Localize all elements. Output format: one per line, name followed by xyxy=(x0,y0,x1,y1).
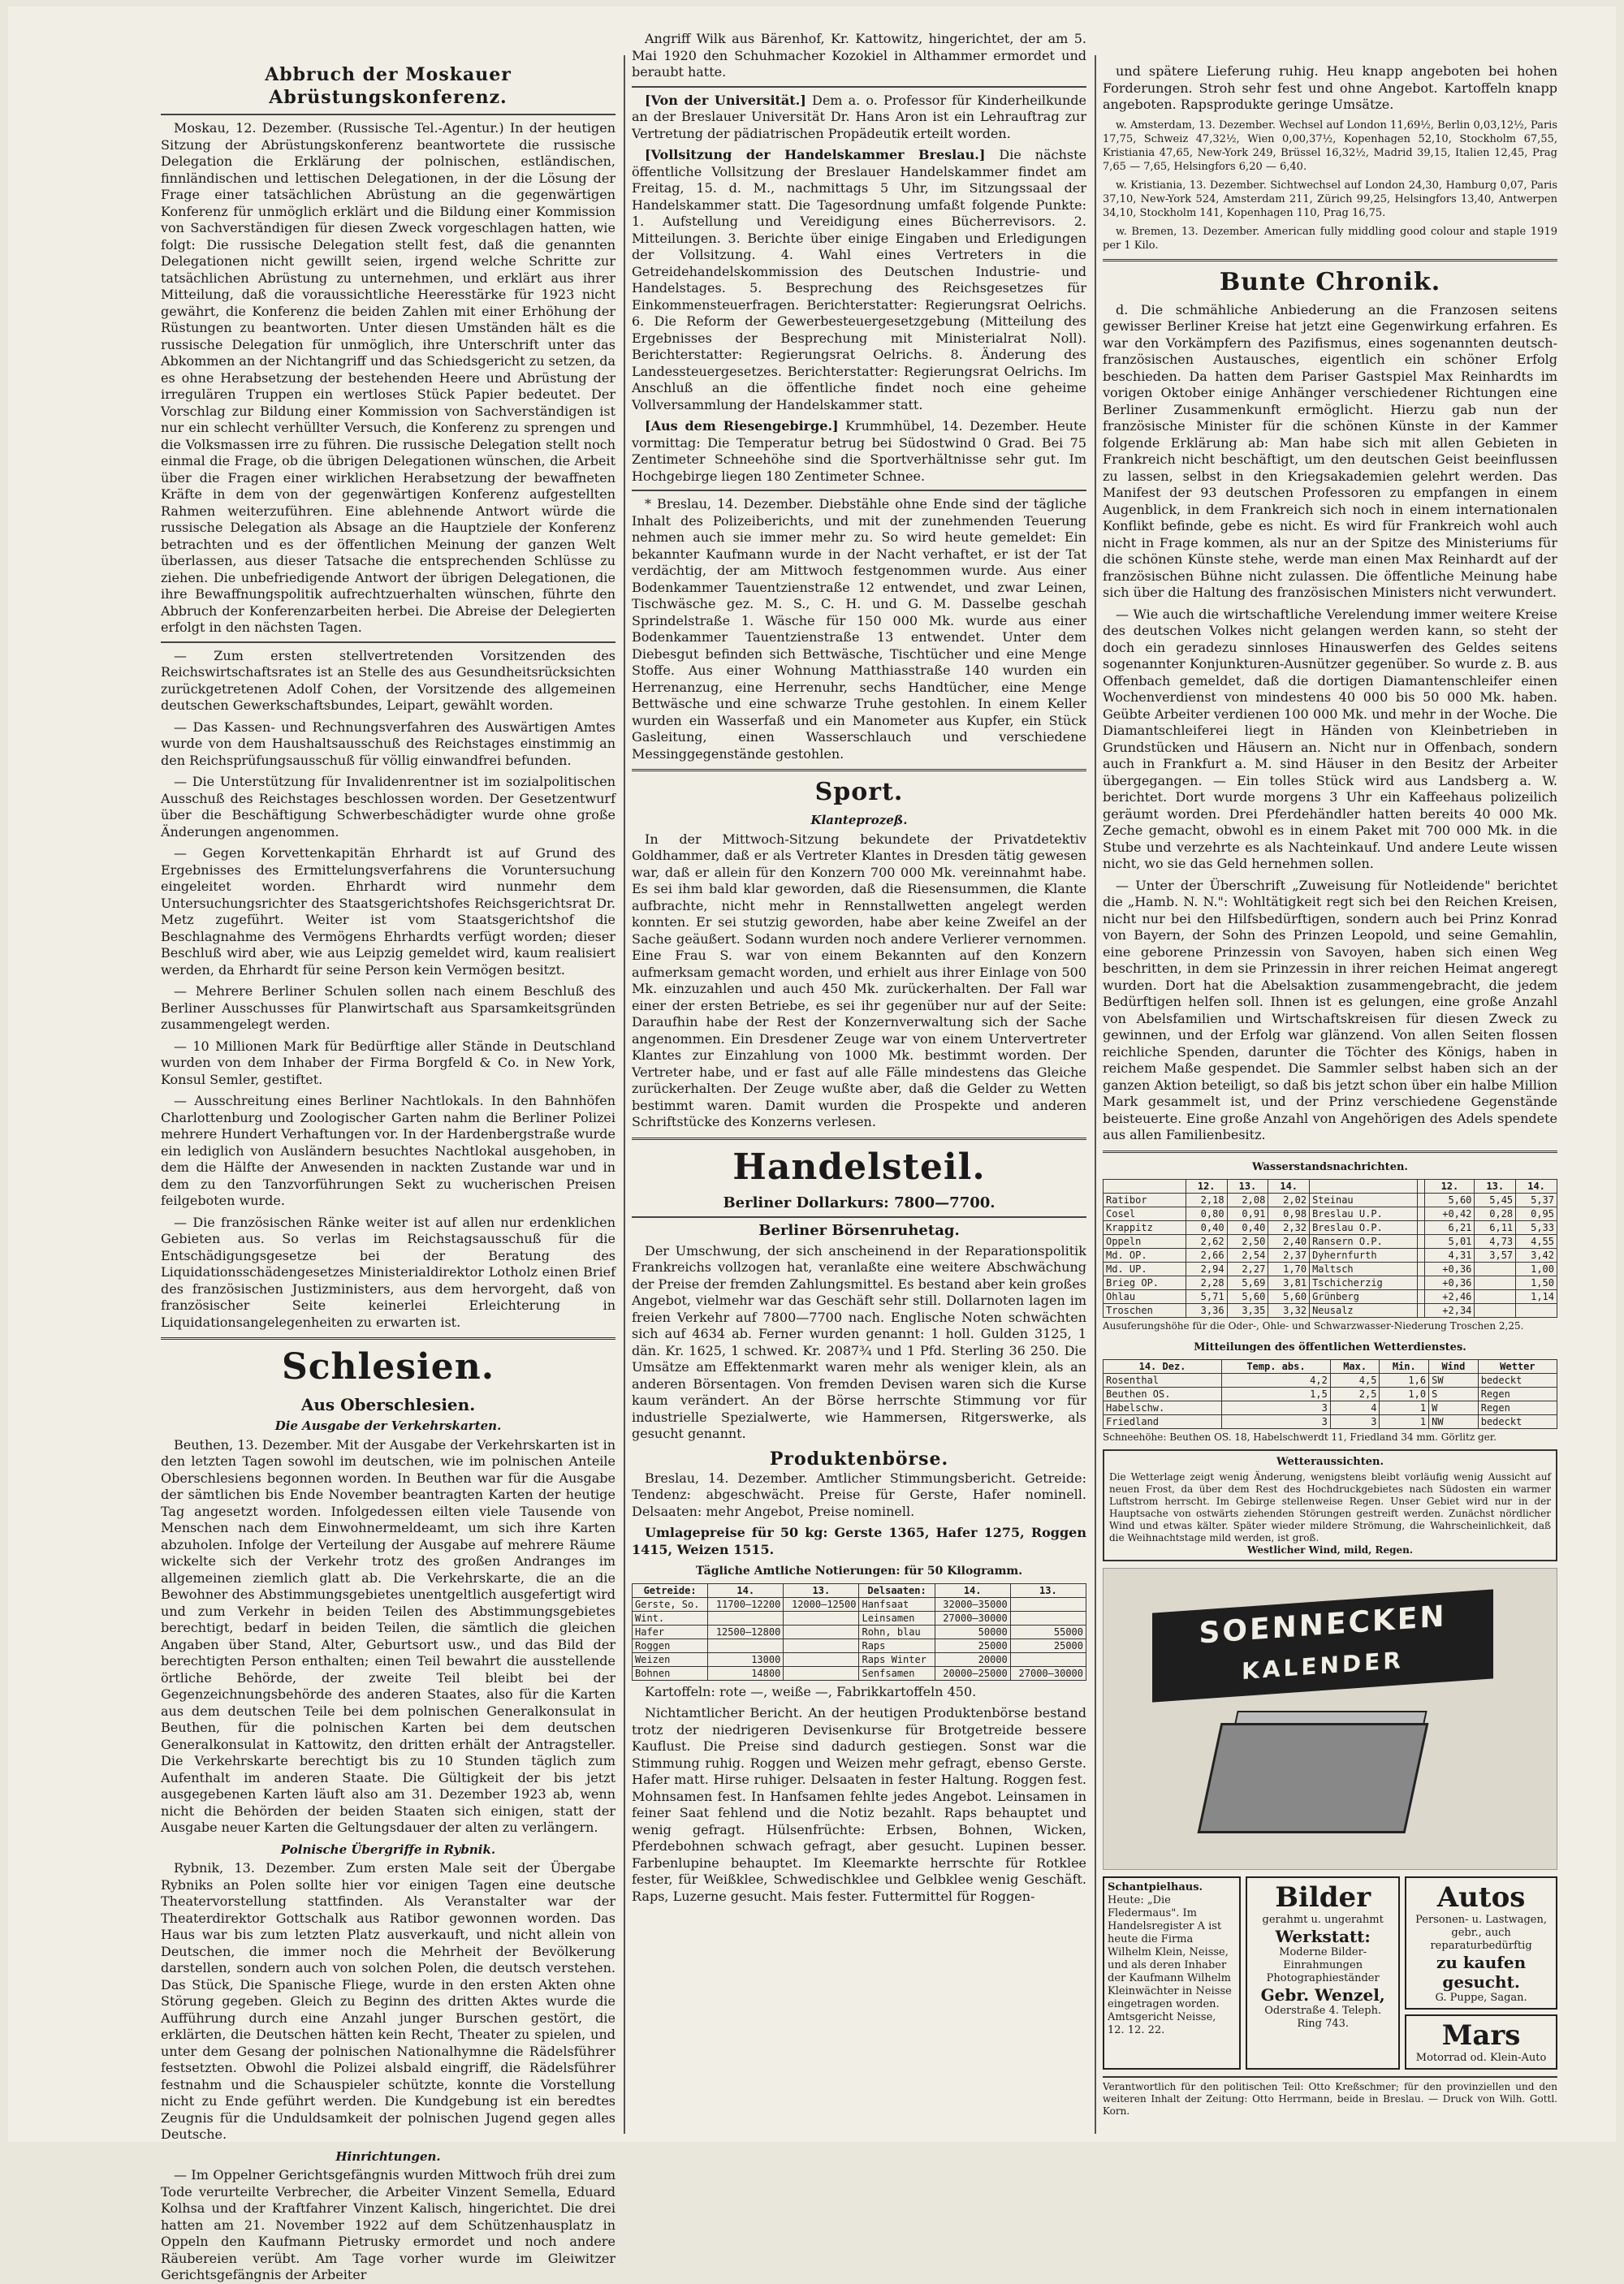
table-cell: Hanfsaat xyxy=(859,1597,935,1611)
table-title: Mitteilungen des öffentlichen Wetterdienstes. xyxy=(1194,1341,1466,1354)
article-title: Die Ausgabe der Verkehrskarten. xyxy=(274,1418,502,1433)
table-cell: 1,50 xyxy=(1516,1276,1557,1290)
item-text: Krummhübel, 14. Dezember. Heute vormittag: Die Temperatur betrug bei Südostwind 0 Grad. Bei 75 Zentimeter Schneehöhe sind die Sportverhältnisse sehr gut. Im Hochgebirge liegen 180 Zentimeter Schnee. xyxy=(632,418,1086,484)
table-cell: Rohn, blau xyxy=(859,1625,935,1639)
table-cell: Leinsamen xyxy=(859,1611,935,1625)
table-row xyxy=(1104,1388,1557,1401)
article-title: Hinrichtungen. xyxy=(335,2148,441,2164)
weather-table xyxy=(1103,1359,1557,1429)
table-cell: 25000 xyxy=(1010,1639,1086,1652)
table-cell: 4 xyxy=(1330,1401,1380,1415)
table-row xyxy=(1104,1290,1557,1304)
table-title: Wetteraussichten. xyxy=(1276,1455,1384,1468)
table-cell: NW xyxy=(1429,1415,1479,1429)
table-cell: 2,54 xyxy=(1227,1249,1268,1263)
table-cell: 1 xyxy=(1380,1415,1429,1429)
column-rule xyxy=(624,55,625,2134)
table-cell: 2,50 xyxy=(1227,1235,1268,1249)
article-moskau: Moskau, 12. Dezember. (Russische Tel.-Agentur.) In der heutigen Sitzung der Abrüstungskonferenz beantwortete die russische Delegation die Erklärung der polnischen, estländischen, finnländischen und lettischen Delegationen, in der die Lösung der Frage einer tatsächlichen Abrüstung an die gegenwärtigen Konferenz für unmöglich erklärt und die Bildung einer Kommission von Sachverständigen für diesen Zweck vorgeschlagen hatten, wie folgt: Die russische Delegation stellt fest, daß die genannten Delegationen nicht gewillt seien, irgend welche Schritte zur tatsächlichen Abrüstung zu unternehmen, und erklärt aus ihrer Mitteilung, daß die voraussichtliche Heeresstärke für 1923 nicht gewährt, die Konferenz die beiden Zahlen mit einer Erhöhung der Rüstungen zu beantworten. Unter diesen Umständen hält es die russische Delegation für unmöglich, ihre Unterschrift unter das Abkommen an der Nichtangriff und das Schiedsgericht zu setzen, da es ohne Herabsetzung der bestehenden Heere und Abrüstung der irregulären Truppen ein wertloses Stück Papier bedeutet. Der Vorschlag zur Bildung einer Kommission von Sachverständigen ist nur ein schlecht verhüllter Versuch, die Konferenz zu sprengen und die Volksmassen irre zu führen. Die russische Delegation stellt noch einmal die Frage, ob die übrigen Delegationen wünschen, die Arbeit über die Fragen einer wirklichen Herabsetzung der bewaffneten Kräfte in dem von der gegenwärtigen Konferenz aufgestellten Rahmen weiterzuführen. Eine ablehnende Antwort würde die russische Delegation als Absage an die Hauptziele der Konferenz betrachten und es der öffentlichen Meinung der ganzen Welt überlassen, aus dieser Tatsache die entsprechenden Schlüsse zu ziehen. Die unbefriedigende Antwort der übrigen Delegationen, die ihre Bewaffnungspolitik aufrechtzuerhalten wünschen, führte den Abbruch der Konferenzarbeiten herbei. Die Abreise der Delegierten erfolgt in den nächsten Tagen. xyxy=(161,120,615,635)
table-cell: Breslau U.P. xyxy=(1310,1207,1417,1221)
table-cell xyxy=(1475,1290,1516,1304)
item-text: Die nächste öffentliche Vollsitzung der Breslauer Handelskammer findet am Freitag, 15. d. M., nachmittags 5 Uhr, im Sitzungssaal der Handelskammer statt. Die Tagesordnung umfaßt folgende Punkte: 1. Aufstellung und Vereidigung eines Bücherrevisors. 2. Mitteilungen. 3. Berichte über einige Eingaben und Erledigungen der Vollsitzung. 4. Wahl eines Vertreters in die Getreidehandelskommission des Deutschen Industrie- und Handelstages. 5. Besprechung des Reichsgesetzes für Einkommensteuerfragen. Berichterstatter: Regierungsrat Oelrichs. 6. Die Reform der Gewerbesteuergesetzgebung (Mitteilung des Ergebnisses der Besprechung mit Ministerialrat Noll). Berichterstatter: Regierungsrat Oelrichs. 8. Änderung des Landessteuergesetzes. Berichterstatter: Regierungsrat Oelrichs. Im Anschluß an die öffentliche findet noch eine geheime Vollversammlung der Handelskammer statt. xyxy=(632,147,1087,412)
table-cell: 11700—12200 xyxy=(708,1597,784,1611)
snow-depth: Schneehöhe: Beuthen OS. 18, Habelschwerdt 11, Friedland 34 mm. Görlitz ger. xyxy=(1103,1431,1497,1443)
section-title-schlesien: Schlesien. xyxy=(281,1346,495,1388)
table-cell: 5,37 xyxy=(1516,1194,1557,1207)
table-footnote: Ausuferungshöhe für die Oder-, Ohle- und Schwarzwasser-Niederung Troschen 2,25. xyxy=(1103,1320,1524,1332)
table-cell: 4,5 xyxy=(1330,1374,1380,1388)
table-cell xyxy=(1516,1304,1557,1318)
table-row xyxy=(633,1611,1086,1625)
table-header-cell: Getreide: xyxy=(633,1583,708,1597)
table-cell xyxy=(1010,1597,1086,1611)
table-cell: Roggen xyxy=(633,1639,708,1652)
newspaper-page xyxy=(8,6,1616,2282)
table-cell: 50000 xyxy=(935,1625,1010,1639)
table-row xyxy=(1104,1263,1557,1276)
table-cell: 5,45 xyxy=(1475,1194,1516,1207)
table-cell: Bohnen xyxy=(633,1666,708,1680)
table-row xyxy=(633,1652,1086,1666)
ad-register: Schantpielhaus. Heute: „Die Fledermaus". Im Handelsregister A ist heute die Firma Wilhelm Klein, Neisse, und als deren Inhaber der Kaufmann Wilhelm Kleinwächter in Neisse eingetragen worden. Amtsgericht Neisse, 12. 12. 22. xyxy=(1103,1876,1241,2070)
article-nichtamtlich: Nichtamtlicher Bericht. An der heutigen Produktenbörse bestand trotz der niedrigeren Devisenkurse für Brotgetreide bessere Kauflust. Die Preise sind dadurch gestiegen. Sonst war die Stimmung ruhig. Roggen und Weizen mehr gefragt, ebenso Gerste. Hafer matt. Hirse ruhiger. Delsaaten in fester Haltung. Roggen fest. Mohnsamen fest. In Hanfsamen fehlte jedes Angebot. Leinsamen in feiner Saat fehlend und die Notiz bezahlt. Raps behauptet und wenig gefragt. Hülsenfrüchte: Erbsen, Bohnen, Wicken, Pferdebohnen schwach gefragt, aber gesucht. Lupinen besser. Farbenlupine behauptet. Im Kleemarkte herrschte für Rotklee fester, für Weißklee, Schwedischklee und Gelbklee wenig Geschäft. Raps, Luzerne gesucht. Mais fester. Futtermittel für Roggen- xyxy=(632,1705,1086,1904)
table-row xyxy=(1104,1207,1557,1221)
table-cell: 2,37 xyxy=(1268,1249,1310,1263)
chronik-item: d. Die schmähliche Anbiederung an die Franzosen seitens gewisser Berliner Kreise hat jetzt eine Gegenwirkung erfahren. Es war den Vorkämpfern des Pazifismus, eines sogenannten deutsch-französischen Austausches, eigentlich ein schöner Erfolg beschieden. Da hatten dem Pariser Gastspiel Max Reinhardts im vorigen Oktober einige Anhänger verschiedener Richtungen eine Berliner Zusammenkunft ermöglicht. Hierzu gab nun der französische Minister für die schönen Künste in der Kammer folgende Erklärung ab: Man habe sich mit allen Gebieten in Frankreich nicht beschäftigt, um den deutschen Geist beeinflussen zu lassen, selbst in den Kriegsakademien gelehrt werden. Das Manifest der 93 deutschen Professoren zu empfangen in einem Augenblick, in dem Frankreich sich noch in einem internationalen Konflikt befinde, gebe es nicht. Es wird für Frankreich wohl auch nicht in Frage kommen, als nur an der Spitze des Ministeriums für die schönen Künste stehe, werde man einen Max Reinhardt auf der französischen Bühne nicht zulassen. Die öffentliche Meinung habe sich über die Haltung des französischen Ministers nicht verwundert. xyxy=(1103,301,1557,600)
table-cell xyxy=(784,1639,859,1652)
table-cell: 1,0 xyxy=(1380,1388,1429,1401)
table-title: Wasserstandsnachrichten. xyxy=(1252,1160,1408,1173)
table-cell: 20000—25000 xyxy=(935,1666,1010,1680)
news-item: — Ausschreitung eines Berliner Nachtlokals. In den Bahnhöfen Charlottenburg und Zoologischer Garten nahm die Berliner Polizei mehrere Hundert Verhaftungen vor. In der Hardenbergstraße wurde ein lediglich von Ausländern besuchtes Nachtlokal ausgehoben, in dem die Hälfte der Anwesenden in nackten Zustande war und in dem zu den Tanzvorführungen Sekt zu wucherischen Preisen feilgeboten wurde. xyxy=(161,1093,615,1208)
table-header-cell: 14. xyxy=(935,1583,1010,1597)
table-row xyxy=(1104,1235,1557,1249)
calendar-illustration xyxy=(1198,1723,1429,1833)
table-cell: Neusalz xyxy=(1310,1304,1417,1318)
table-header-cell: Delsaaten: xyxy=(859,1583,935,1597)
table-header-cell xyxy=(1104,1180,1186,1194)
table-cell: 1,5 xyxy=(1222,1388,1331,1401)
table-cell: Troschen xyxy=(1104,1304,1186,1318)
column-2 xyxy=(632,31,1086,2097)
table-cell: 1,14 xyxy=(1516,1290,1557,1304)
table-cell: 12000—12500 xyxy=(784,1597,859,1611)
column-rule xyxy=(1095,55,1096,2134)
article-sport: In der Mittwoch-Sitzung bekundete der Privatdetektiv Goldhammer, daß er als Vertreter Klantes in Dresden tätig gewesen war, daß er allein für den Konzern 700 000 Mk. vereinnahmt habe. Es sei ihm bald klar geworden, daß die Riesensummen, die Klante aufbrachte, nicht mehr in Rennstallwetten angelegt werden konnten. Er sei stutzig geworden, habe aber keine Zweifel an der Sache geäußert. Sodann wurden noch andere Verlierer vernommen. Eine Frau S. war von einem Bekannten auf den Konzern aufmerksam gemacht worden, und erhielt aus ihrer Einlage von 500 Mk. einzuzahlen und auch 450 Mk. zurückerhalten. Der Fall war einer der ersten Betriebe, es sei ihr gegenüber nur auf der Seite: Daraufhin habe der Rest der Konzernverwaltung sich der Sache angenommen. Ein Dresdener Zeuge war von einem Untervertreter Klantes zur Einzahlung von 1000 Mk. bestimmt worden. Der Vertreter habe, und er fast auf alle Fälle mindestens das Gleiche zurückerhalten. Der Zeuge wußte aber, daß die Gelder zu Wetten bestimmt waren. Damit wurden die Prospekte und anderen Schriftstücke des Konzerns verlesen. xyxy=(632,831,1086,1129)
table-header-cell: Max. xyxy=(1330,1360,1380,1374)
imprint: Verantwortlich für den politischen Teil: Otto Kreßschmer; für den provinziellen und den weiteren Inhalt der Zeitung: Otto Herrmann, beide in Breslau. — Druck von Wilh. Gottl. Korn. xyxy=(1103,2076,1557,2118)
table-cell: Md. OP. xyxy=(1104,1249,1186,1263)
table-header-cell: 14. xyxy=(1516,1180,1557,1194)
table-row xyxy=(633,1639,1086,1652)
table-header-cell: 13. xyxy=(1475,1180,1516,1194)
table-cell: Ohlau xyxy=(1104,1290,1186,1304)
table-cell: 5,60 xyxy=(1227,1290,1268,1304)
table-cell: SW xyxy=(1429,1374,1479,1388)
table-row xyxy=(633,1625,1086,1639)
classified-ads xyxy=(1103,1876,1557,2070)
headline-moskau: Abbruch der Moskauer Abrüstungskonferenz. xyxy=(265,64,512,108)
exchange-bremen: w. Bremen, 13. Dezember. American fully middling good colour and staple 1919 per 1 Kilo. xyxy=(1103,225,1557,252)
table-cell: bedeckt xyxy=(1478,1415,1557,1429)
table-header-cell: Min. xyxy=(1380,1360,1429,1374)
table-cell: 5,69 xyxy=(1227,1276,1268,1290)
table-cell: Ransern O.P. xyxy=(1310,1235,1417,1249)
column-3 xyxy=(1103,63,1557,2130)
table-cell xyxy=(784,1666,859,1680)
table-header-cell: 13. xyxy=(1227,1180,1268,1194)
article-continued: Angriff Wilk aus Bärenhof, Kr. Kattowitz, hingerichtet, der am 5. Mai 1920 den Schuhmacher Kozokiel in Althammer ermordet und beraubt hatte. xyxy=(632,31,1086,80)
table-cell: Rosenthal xyxy=(1104,1374,1222,1388)
table-cell: +0,36 xyxy=(1425,1263,1475,1276)
table-cell: 3,35 xyxy=(1227,1304,1268,1318)
table-cell: 1,6 xyxy=(1380,1374,1429,1388)
table-cell: 0,28 xyxy=(1475,1207,1516,1221)
soennecken-logo: SOENNECKEN KALENDER xyxy=(1152,1589,1493,1702)
dollar-rate: Berliner Dollarkurs: 7800—7700. xyxy=(723,1194,996,1211)
table-cell: Beuthen OS. xyxy=(1104,1388,1222,1401)
chronik-item: — Wie auch die wirtschaftliche Verelendung immer weitere Kreise des deutschen Volkes nicht gelangen werden kann, so steht der doch ein geradezu sinnloses Hinauswerfen des Geldes seitens sogenannter Konjunkturen-Ausnützer gegenüber. So wurde z. B. aus Offenbach gemeldet, daß die dortigen Diamantenschleifer einen Wochenverdienst von mindestens 40 000 bis 50 000 Mk. haben. Geübte Arbeiter verdienen 100 000 Mk. und mehr in der Woche. Die Diamantschleiferei liegt in Händen von Kleinbetrieben in Grundstücken und Häusern an. Nicht nur in Offenbach, sondern auch in Frankfurt a. M. sind Häuser in den Besitz der Arbeiter übergegangen. — Ein tolles Stück wird aus Landsberg a. W. berichtet. Dort wurde morgens 3 Uhr ein Kaffeehaus polizeilich geräumt worden. Drei Pferdehändler hatten bereits 40 000 Mk. Zeche gemacht, obwohl es in einem Paket mit 700 000 Mk. in die Stube und verzehrte es als Nachteinkauf. Und andere Leute wissen nicht, wo sie das Geld hernehmen sollen. xyxy=(1103,606,1557,871)
section-title-handelsteil: Handelsteil. xyxy=(732,1146,986,1188)
table-cell: 1,00 xyxy=(1516,1263,1557,1276)
table-cell: +2,46 xyxy=(1425,1290,1475,1304)
table-cell: 3 xyxy=(1222,1401,1331,1415)
ad-bilder: Bilder gerahmt u. ungerahmt Werkstatt: Moderne Bilder- Einrahmungen Photographieständer Gebr. Wenzel, Oderstraße 4. Teleph. Ring 743. xyxy=(1246,1876,1400,2070)
table-cell: 5,60 xyxy=(1268,1290,1310,1304)
table-cell: 0,40 xyxy=(1186,1221,1227,1235)
table-cell: 5,33 xyxy=(1516,1221,1557,1235)
table-cell: 3,57 xyxy=(1475,1249,1516,1263)
table-cell xyxy=(784,1625,859,1639)
table-cell: Grünberg xyxy=(1310,1290,1417,1304)
article-title: Polnische Übergriffe in Rybnik. xyxy=(280,1841,496,1857)
table-header-cell: Wind xyxy=(1429,1360,1479,1374)
table-header-cell: 12. xyxy=(1186,1180,1227,1194)
table-cell: 3 xyxy=(1222,1415,1331,1429)
table-cell xyxy=(1475,1276,1516,1290)
article-continued: und spätere Lieferung ruhig. Heu knapp angeboten bei hohen Forderungen. Stroh sehr fest und ohne Angebot. Kartoffeln knapp angeboten. Rapsprodukte geringe Umsätze. xyxy=(1103,63,1557,112)
news-item: — Gegen Korvettenkapitän Ehrhardt ist auf Grund des Ergebnisses des Ermittelungsverfahrens die Voruntersuchung eingeleitet worden. Ehrhardt wird nunmehr dem Untersuchungsrichter des Staatsgerichtshofes Reichsgerichtsrat Dr. Metz zugeführt. Weiter ist vom Staatsgerichtshof die Beschlagnahme des Vermögens Ehrhardts verfügt worden; dieser Beschluß wird aber, wie aus Leipzig gemeldet wird, kaum realisiert werden, da Ehrhardt für seine Person kein Vermögen besitzt. xyxy=(161,845,615,978)
table-cell: 13000 xyxy=(708,1652,784,1666)
article-title: Produktenbörse. xyxy=(769,1448,949,1470)
table-cell: 2,5 xyxy=(1330,1388,1380,1401)
table-cell xyxy=(1417,1221,1425,1235)
table-cell: 2,66 xyxy=(1186,1249,1227,1263)
table-row xyxy=(1104,1221,1557,1235)
table-cell: 4,31 xyxy=(1425,1249,1475,1263)
table-cell xyxy=(708,1639,784,1652)
table-title: Tägliche Amtliche Notierungen: für 50 Kilogramm. xyxy=(695,1565,1023,1578)
table-cell: +2,34 xyxy=(1425,1304,1475,1318)
table-cell: Weizen xyxy=(633,1652,708,1666)
table-cell: 2,18 xyxy=(1186,1194,1227,1207)
table-cell: 4,2 xyxy=(1222,1374,1331,1388)
umlage-prices: Umlagepreise für 50 kg: Gerste 1365, Hafer 1275, Roggen 1415, Weizen 1515. xyxy=(632,1525,1086,1557)
article-title: Klanteprozeß. xyxy=(810,813,908,827)
news-item: — 10 Millionen Mark für Bedürftige aller Stände in Deutschland wurden von dem Inhaber der Firma Borgfeld & Co. in New York, Konsul Semler, gestiftet. xyxy=(161,1038,615,1087)
table-cell: 3,81 xyxy=(1268,1276,1310,1290)
table-cell: Breslau O.P. xyxy=(1310,1221,1417,1235)
table-cell xyxy=(1475,1263,1516,1276)
table-cell: 0,40 xyxy=(1227,1221,1268,1235)
table-cell: Cosel xyxy=(1104,1207,1186,1221)
item-head: [Von der Universität.] xyxy=(645,92,806,108)
column-1 xyxy=(161,63,615,2282)
table-cell: Md. UP. xyxy=(1104,1263,1186,1276)
table-cell: 2,32 xyxy=(1268,1221,1310,1235)
article-oppeln: — Im Oppelner Gerichtsgefängnis wurden Mittwoch früh drei zum Tode verurteilte Verbrecher, die Arbeiter Vinzent Semella, Eduard Kolhsa und der Kraftfahrer Vinzent Kalisch, hingerichtet. Die drei hatten am 21. November 1922 auf dem Schützenhausplatz in Oppeln den Kaufmann Pietrusky ermordet und noch andere Räubereien verübt. Am Tage vorher wurde im Gleiwitzer Gerichtsgefängnis der Arbeiter xyxy=(161,2167,615,2282)
table-row xyxy=(1104,1374,1557,1388)
table-cell: 3,42 xyxy=(1516,1249,1557,1263)
table-cell: S xyxy=(1429,1388,1479,1401)
table-row xyxy=(1104,1401,1557,1415)
table-cell: 6,21 xyxy=(1425,1221,1475,1235)
section-title-bunte-chronik: Bunte Chronik. xyxy=(1219,267,1441,296)
table-cell: 0,98 xyxy=(1268,1207,1310,1221)
table-cell: bedeckt xyxy=(1478,1374,1557,1388)
table-cell: Tschicherzig xyxy=(1310,1276,1417,1290)
article-boerse: Der Umschwung, der sich anscheinend in der Reparationspolitik Frankreichs vollzogen hat, veranlaßte eine weitere Abschwächung der Preise der fremden Zahlungsmittel. Es bestand aber kein großes Angebot, vielmehr war das Geschäft sehr still. Dollarnoten lagen im freien Verkehr auf 7800—7700 nach. Englische Noten schwächten sich auf 4634 ab. Ferner wurden genannt: 1 holl. Gulden 3125, 1 dän. Kr. 1625, 1 schwed. Kr. 2087¾ und 1 Pfd. Sterling 36 250. Die Umsätze am Effektenmarkt waren mehr als weniger klein, als an anderen Börsentagen. Von fremden Devisen waren sich die Kurse kaum verändert. An der Börse herrschte Stimmung vor für industrielle Spezialwerte, wie Hammersen, Ritgerswerke, als gesucht genannt. xyxy=(632,1242,1086,1441)
table-cell xyxy=(784,1652,859,1666)
weather-summary: Westlicher Wind, mild, Regen. xyxy=(1246,1544,1414,1556)
table-cell: 25000 xyxy=(935,1639,1010,1652)
article-beuthen: Beuthen, 13. Dezember. Mit der Ausgabe der Verkehrskarten ist in den letzten Tagen sowohl im deutschen, wie im polnischen Anteile Oberschlesiens begonnen worden. In Beuthen war für die Ausgabe der sämtlichen bis Ende November beantragten Karten der heutige Tag angesetzt worden. Infolgedessen eilten viele Tausende von Menschen nach dem Einwohnermeldeamt, um sich ihre Karten abzuholen. Infolge der Verteilung der Ausgabe auf mehrere Räume wickelte sich der Verkehr trotz des großen Andranges im allgemeinen ziemlich glatt ab. Die Verkehrskarte, die an die Bewohner des Abstimmungsgebietes unentgeltlich ausgefertigt wird und zum Verkehr in beiden Teilen des Abstimmungsgebietes berechtigt, bedarf in beiden Teilen, die sämtlich die gleichen Angaben über Stand, Alter, Geburtsort usw., und das Bild der berechtigten Person enthalten; einen Teil bewahrt die ausstellende örtliche Behörde, der zweite Teil bleibt bei der Gegenzeichnungsbehörde des anderen Staates, also für die Karten aus dem deutschen Teile bei dem polnischen Generalkonsulat in Beuthen, für die polnischen Karten bei dem deutschen Generalkonsulat in Kattowitz, den dritten erhält der Antragsteller. Die Verkehrskarte berechtigt bis zu 10 Stunden täglich zum Aufenthalt im anderen Staate. Die Gültigkeit der bis jetzt ausgegebenen Karten läuft also am 31. Dezember 1923 ab, wenn nicht die Behörden der beiden Staaten sich einigen, statt der Ausgabe neuer Karten die Geltungsdauer der alten zu verlängern. xyxy=(161,1436,615,1835)
table-cell xyxy=(1417,1235,1425,1249)
table-cell: +0,42 xyxy=(1425,1207,1475,1221)
item-text: Dem a. o. Professor für Kinderheilkunde an der Breslauer Universität Dr. Hans Aron ist ein Lehrauftrag zur Vertretung der pädiatrischen Propädeutik erteilt worden. xyxy=(632,92,1087,141)
table-row xyxy=(633,1666,1086,1680)
table-cell xyxy=(1010,1611,1086,1625)
table-header-cell: 12. xyxy=(1425,1180,1475,1194)
table-cell: 2,27 xyxy=(1227,1263,1268,1276)
table-cell: 14800 xyxy=(708,1666,784,1680)
article-rybnik: Rybnik, 13. Dezember. Zum ersten Male seit der Übergabe Rybniks an Polen sollte hier vor einigen Tagen eine deutsche Theatervorstellung stattfinden. Als Veranstalter war der Theaterdirektor Gottschalk aus Ratibor gewonnen worden. Das Haus war bis zum letzten Platz ausverkauft, und nicht allein von Deutschen, die immer noch die Mehrheit der Bevölkerung darstellen, sondern auch von solchen Polen, die deutsch verstehen. Das Stück, Die Spanische Fliege, wurde in den ersten Akten ohne Störung gegeben. Gleich zu Beginn des dritten Aktes wurde die Aufführung durch eine Anzahl junger Burschen gestört, die erklärten, die Deutschen hätten kein Recht, Theater zu spielen, und unter dem Gesang der polnischen Nationalhymne die Rädelsführer festsetzten. Obwohl die Polizei alsbald eingriff, die Rädelsführer festnahm und die Schauspieler schützte, konnte die Vorstellung nicht zu Ende geführt werden. Die Kundgebung ist ein beredtes Zeugnis für die Unduldsamkeit der polnischen Jugend gegen alles Deutsche. xyxy=(161,1860,615,2142)
table-header-cell: Wetter xyxy=(1478,1360,1557,1374)
table-cell: 2,40 xyxy=(1268,1235,1310,1249)
article-produkt: Breslau, 14. Dezember. Amtlicher Stimmungsbericht. Getreide: Tendenz: abgeschwächt. Preise für Gerste, Hafer nominell. Delsaaten: mehr Angebot, Preise nominell. xyxy=(632,1470,1086,1519)
item-head: [Vollsitzung der Handelskammer Breslau.] xyxy=(645,147,986,162)
subsection-title: Aus Oberschlesien. xyxy=(300,1395,476,1414)
table-cell: Hafer xyxy=(633,1625,708,1639)
table-cell: Maltsch xyxy=(1310,1263,1417,1276)
table-cell: Gerste, So. xyxy=(633,1597,708,1611)
table-row xyxy=(1104,1194,1557,1207)
table-header-cell: 14. xyxy=(1268,1180,1310,1194)
table-cell: Krappitz xyxy=(1104,1221,1186,1235)
table-cell xyxy=(784,1611,859,1625)
chronik-item: — Unter der Überschrift „Zuweisung für Notleidende" berichtet die „Hamb. N. N.": Wohltätigkeit regt sich bei den Reichen Kreisen, nicht nur bei den Hilfsbedürftigen, sondern auch bei Prinz Konrad von Bayern, der Sohn des Prinzen Leopold, und seine Gemahlin, eine geborene Prinzessin von Savoyen, haben sich einen Weg beschritten, in dem sie Prinzessin in ihrer reichen Heimat angeregt wurden. Dort hat die Abelsaktion zusammengebracht, die jedem Bedürftigen helfen soll. Ihnen ist es gelungen, eine große Anzahl von Abelsfamilien und Wirtschaftskreisen für diesen Zweck zu gewinnen, und der Erfolg war glänzend. Von allen Seiten flossen reichliche Spenden, darunter die Töchter des Königs, haben in reichem Maße gespendet. Die Sammler selbst haben sich an der ganzen Aktion beteiligt, so daß bis jetzt schon über ein halbe Million Mark gesammelt ist, und der Prinz verschiedene Gegenstände beisteuerte. Eine große Anzahl von Angehörigen des Adels spendete aus allen Familienbesitz. xyxy=(1103,877,1557,1142)
table-cell xyxy=(1417,1194,1425,1207)
ad-autos: Autos Personen- u. Lastwagen, gebr., auch reparaturbedürftig zu kaufen gesucht. G. Puppe, Sagan. xyxy=(1405,1876,1557,2010)
table-cell: Oppeln xyxy=(1104,1235,1186,1249)
table-cell: 55000 xyxy=(1010,1625,1086,1639)
table-cell: Wint. xyxy=(633,1611,708,1625)
item-head: [Aus dem Riesengebirge.] xyxy=(645,418,839,434)
article-breslau: * Breslau, 14. Dezember. Diebstähle ohne Ende sind der tägliche Inhalt des Polizeiberichts, und mit der zunehmenden Teuerung nehmen auch sie immer mehr zu. So wird heute gemeldet: Ein bekannter Kaufmann wurde in der Nacht verhaftet, er ist der Tat verdächtig, der am Mittwoch festgenommen wurde. Aus einer Bodenkammer Tauentzienstraße 12 entwendet, und zwar Leinen, Tischwäsche gez. M. S., C. H. und G. M. Dasselbe geschah Sprindelstraße 1. Wäsche für 150 000 Mk. wurde aus einer Bodenkammer Tauentzienstraße 13 entwendet. Unter dem Diebesgut befinden sich Bettwäsche, Tischtücher und eine Menge Stoffe. Aus einer Wohnung Matthiasstraße 140 wurden ein Herrenanzug, eine Herrenuhr, sechs Handtücher, eine Menge Bettwäsche und eine schwarze Truhe gestohlen. In einem Keller wurden ein Wasserfaß und ein Manometer aus Kupfer, ein Stück Gasleitung, einen Wasserschlauch und verschiedene Messinggegenstände gestohlen. xyxy=(632,496,1086,762)
table-row xyxy=(1104,1304,1557,1318)
table-cell: Regen xyxy=(1478,1401,1557,1415)
table-cell: Raps xyxy=(859,1639,935,1652)
table-header-cell: 13. xyxy=(784,1583,859,1597)
table-header-cell xyxy=(1310,1180,1417,1194)
table-cell: W xyxy=(1429,1401,1479,1415)
table-cell: 3,36 xyxy=(1186,1304,1227,1318)
table-cell: 5,71 xyxy=(1186,1290,1227,1304)
table-cell: 2,08 xyxy=(1227,1194,1268,1207)
table-cell xyxy=(1417,1263,1425,1276)
table-cell: Brieg OP. xyxy=(1104,1276,1186,1290)
table-cell: 1,70 xyxy=(1268,1263,1310,1276)
table-cell: 6,11 xyxy=(1475,1221,1516,1235)
table-cell xyxy=(1475,1304,1516,1318)
news-item: — Mehrere Berliner Schulen sollen nach einem Beschluß des Berliner Ausschusses für Planwirtschaft aus Sparsamkeitsgründen zusammengelegt werden. xyxy=(161,983,615,1032)
table-row xyxy=(1104,1249,1557,1263)
water-level-table xyxy=(1103,1179,1557,1318)
table-cell: 2,02 xyxy=(1268,1194,1310,1207)
table-cell xyxy=(1417,1276,1425,1290)
table-cell: 2,94 xyxy=(1186,1263,1227,1276)
table-cell: Senfsamen xyxy=(859,1666,935,1680)
news-item: — Die französischen Ränke weiter ist auf allen nur erdenklichen Gebieten aus. So verlas im Reichstagsausschuß für die Entschädigungsgesetze bei der Beratung des Liquidationsschädengesetzes Ministerialdirektor Lotholz einen Brief des französischen Justizministers, aus dem hervorgeht, daß von französischer Seite keinerlei Erleichterung in Liquidationsangelegenheiten zu erwarten ist. xyxy=(161,1214,615,1330)
table-cell: 32000—35000 xyxy=(935,1597,1010,1611)
table-cell: Ratibor xyxy=(1104,1194,1186,1207)
table-cell: Friedland xyxy=(1104,1415,1222,1429)
price-table xyxy=(632,1583,1086,1681)
table-cell: 2,62 xyxy=(1186,1235,1227,1249)
table-cell: 1 xyxy=(1380,1401,1429,1415)
table-cell: Habelschw. xyxy=(1104,1401,1222,1415)
table-cell: 0,80 xyxy=(1186,1207,1227,1221)
ad-mars: Mars Motorrad od. Klein-Auto xyxy=(1405,2014,1557,2070)
table-header-cell: 14. Dez. xyxy=(1104,1360,1222,1374)
news-item: — Zum ersten stellvertretenden Vorsitzenden des Reichswirtschaftsrates ist an Stelle des aus Gesundheitsrücksichten zurückgetretenen Adolf Cohen, der Vorsitzende des allgemeinen deutschen Gewerkschaftsbundes, Leipart, gewählt worden. xyxy=(161,647,615,713)
table-cell: Dyhernfurth xyxy=(1310,1249,1417,1263)
table-cell: +0,36 xyxy=(1425,1276,1475,1290)
table-cell: 4,73 xyxy=(1475,1235,1516,1249)
table-header-cell xyxy=(1417,1180,1425,1194)
table-cell: Steinau xyxy=(1310,1194,1417,1207)
table-row xyxy=(1104,1415,1557,1429)
table-cell xyxy=(708,1611,784,1625)
table-cell: 20000 xyxy=(935,1652,1010,1666)
table-cell xyxy=(1417,1207,1425,1221)
table-cell xyxy=(1417,1304,1425,1318)
table-header-cell: 14. xyxy=(708,1583,784,1597)
exchange-amsterdam: w. Amsterdam, 13. Dezember. Wechsel auf London 11,69½, Berlin 0,03,12½, Paris 17,75, Schweiz 47,32½, Wien 0,00,37½, Kopenhagen 52,10, Stockholm 67,55, Kristiania 47,65, New-York 249, Brüssel 16,32½, Madrid 39,15, Italien 12,45, Prag 7,65 — 7,65, Helsingfors 6,20 — 6,40. xyxy=(1103,119,1557,173)
table-cell: 0,91 xyxy=(1227,1207,1268,1221)
table-cell: 27000—30000 xyxy=(1010,1666,1086,1680)
table-cell xyxy=(1417,1249,1425,1263)
table-header-cell: 13. xyxy=(1010,1583,1086,1597)
section-title-sport: Sport. xyxy=(814,778,904,806)
table-cell: Regen xyxy=(1478,1388,1557,1401)
article-title: Berliner Börsenruhetag. xyxy=(758,1222,960,1239)
table-cell: 4,55 xyxy=(1516,1235,1557,1249)
news-item: — Die Unterstützung für Invalidenrentner ist im sozialpolitischen Ausschuß des Reichstages beschlossen worden. Der Gesetzentwurf über die Beschäftigung Schwerbeschädigter wurde ohne große Änderungen angenommen. xyxy=(161,774,615,840)
table-cell: 2,28 xyxy=(1186,1276,1227,1290)
table-cell: 5,01 xyxy=(1425,1235,1475,1249)
table-cell: 0,95 xyxy=(1516,1207,1557,1221)
table-row xyxy=(1104,1276,1557,1290)
kartoffel-prices: Kartoffeln: rote —, weiße —, Fabrikkartoffeln 450. xyxy=(645,1683,977,1699)
table-cell: 5,60 xyxy=(1425,1194,1475,1207)
table-cell: 3 xyxy=(1330,1415,1380,1429)
table-cell: Raps Winter xyxy=(859,1652,935,1666)
soennecken-advertisement xyxy=(1103,1568,1557,1870)
table-cell: 12500—12800 xyxy=(708,1625,784,1639)
weather-forecast: Die Wetterlage zeigt wenig Änderung, wenigstens bleibt vorläufig wenig Aussicht auf neuen Frost, da über dem Rest des Hochdruckgebietes nach Südosten ein warmer Luftstrom herrscht. Im Gebirge stellenweise Regen. Unser Gebiet wird nur in der Hauptsache von ostwärts ziehenden Störungen gestreift werden. Zunächst nördlicher Wind und etwas kälter. Später wieder mildere Strömung, die Wahrscheinlichkeit, daß die Weihnachtstage mild werden, ist groß. xyxy=(1109,1470,1551,1544)
table-cell xyxy=(1417,1290,1425,1304)
table-cell xyxy=(1010,1652,1086,1666)
table-row xyxy=(633,1597,1086,1611)
table-cell: 3,32 xyxy=(1268,1304,1310,1318)
news-item: — Das Kassen- und Rechnungsverfahren des Auswärtigen Amtes wurde von dem Haushaltsausschuß des Reichstages einstimmig an den Reichsprüfungsausschuß für völlig einwandfrei befunden. xyxy=(161,719,615,768)
table-cell: 27000—30000 xyxy=(935,1611,1010,1625)
table-header-cell: Temp. abs. xyxy=(1222,1360,1331,1374)
exchange-kristiania: w. Kristiania, 13. Dezember. Sichtwechsel auf London 24,30, Hamburg 0,07, Paris 37,10, New-York 524, Amsterdam 211, Zürich 99,25, Helsingfors 13,40, Antwerpen 34,10, Stockholm 141, Kopenhagen 110, Prag 16,75. xyxy=(1103,179,1557,219)
